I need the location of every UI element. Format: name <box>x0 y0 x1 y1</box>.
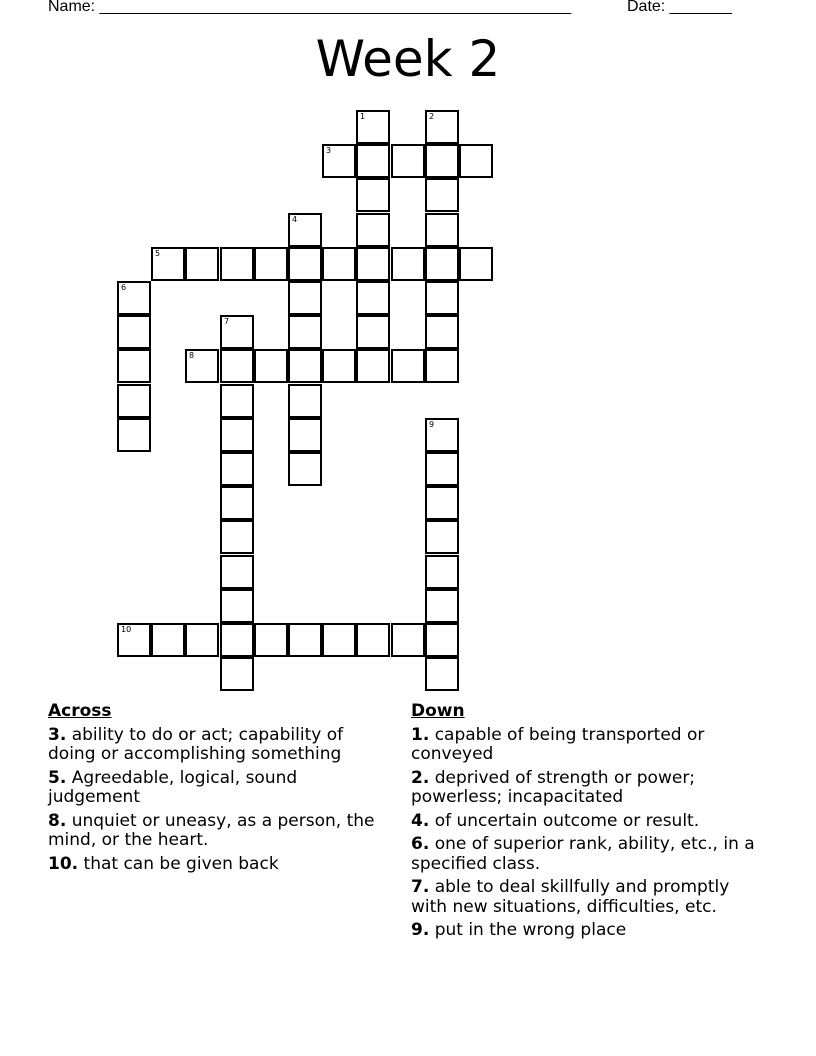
crossword-cell[interactable] <box>356 144 390 178</box>
down-clue <box>411 812 761 832</box>
cell-number: 6 <box>121 283 127 292</box>
clue-text: of uncertain outcome or result. <box>434 810 700 831</box>
clue-text: capable of being transported or conveyed <box>411 724 705 764</box>
crossword-cell[interactable] <box>220 247 254 281</box>
down-clue <box>411 726 761 765</box>
crossword-cell[interactable] <box>425 281 459 315</box>
crossword-cell[interactable] <box>185 247 219 281</box>
crossword-cell[interactable] <box>425 452 459 486</box>
crossword-cell[interactable] <box>254 247 288 281</box>
across-clues <box>48 702 393 878</box>
crossword-cell[interactable] <box>220 486 254 520</box>
crossword-cell[interactable] <box>356 281 390 315</box>
cell-number: 4 <box>292 215 298 224</box>
down-heading: Down <box>411 701 465 721</box>
clue-number: 1. <box>411 724 430 745</box>
crossword-cell[interactable] <box>356 213 390 247</box>
crossword-cell[interactable] <box>254 349 288 383</box>
crossword-cell[interactable] <box>117 623 151 657</box>
crossword-cell[interactable] <box>288 349 322 383</box>
crossword-cell[interactable] <box>425 144 459 178</box>
cell-number: 3 <box>326 146 332 155</box>
crossword-cell[interactable] <box>459 144 493 178</box>
crossword-cell[interactable] <box>391 349 425 383</box>
crossword-cell[interactable] <box>356 623 390 657</box>
crossword-cell[interactable] <box>425 349 459 383</box>
crossword-cell[interactable] <box>425 520 459 554</box>
crossword-cell[interactable] <box>288 418 322 452</box>
crossword-cell[interactable] <box>356 110 390 144</box>
crossword-cell[interactable] <box>288 281 322 315</box>
crossword-cell[interactable] <box>220 315 254 349</box>
crossword-cell[interactable] <box>220 452 254 486</box>
cell-number: 1 <box>360 112 366 121</box>
crossword-cell[interactable] <box>220 657 254 691</box>
crossword-cell[interactable] <box>117 418 151 452</box>
clue-number: 7. <box>411 877 430 897</box>
clue-number: 8. <box>48 810 67 831</box>
crossword-cell[interactable] <box>220 520 254 554</box>
crossword-cell[interactable] <box>459 247 493 281</box>
down-clue <box>411 835 761 874</box>
clue-text: ability to do or act; capability of doing or accomplishing something <box>48 724 344 764</box>
crossword-cell[interactable] <box>322 349 356 383</box>
page-title: Week 2 <box>315 30 501 88</box>
crossword-cell[interactable] <box>117 315 151 349</box>
crossword-cell[interactable] <box>220 418 254 452</box>
date-field[interactable]: Date: _______ <box>627 0 732 15</box>
cell-number: 7 <box>224 317 230 326</box>
crossword-cell[interactable] <box>288 384 322 418</box>
crossword-cell[interactable] <box>220 555 254 589</box>
clue-text: one of superior rank, ability, etc., in a specified class. <box>411 834 755 874</box>
crossword-cell[interactable] <box>391 623 425 657</box>
crossword-cell[interactable] <box>391 144 425 178</box>
crossword-cell[interactable] <box>151 247 185 281</box>
crossword-cell[interactable] <box>425 213 459 247</box>
crossword-cell[interactable] <box>288 452 322 486</box>
clue-text: that can be given back <box>83 853 279 874</box>
crossword-cell[interactable] <box>425 315 459 349</box>
crossword-cell[interactable] <box>356 247 390 281</box>
crossword-cell[interactable] <box>425 657 459 691</box>
down-clues <box>411 702 761 945</box>
crossword-cell[interactable] <box>288 623 322 657</box>
crossword-cell[interactable] <box>117 349 151 383</box>
crossword-cell[interactable] <box>185 349 219 383</box>
crossword-cell[interactable] <box>425 178 459 212</box>
crossword-cell[interactable] <box>356 178 390 212</box>
cell-number: 9 <box>429 420 435 429</box>
crossword-cell[interactable] <box>425 110 459 144</box>
clue-number: 9. <box>411 920 430 940</box>
across-clue <box>48 769 393 808</box>
crossword-cell[interactable] <box>151 623 185 657</box>
clue-text: able to deal skillfully and promptly with new situations, difficulties, etc. <box>411 877 730 917</box>
crossword-cell[interactable] <box>288 315 322 349</box>
clue-text: unquiet or uneasy, as a person, the mind, or the heart. <box>48 810 375 850</box>
crossword-cell[interactable] <box>117 281 151 315</box>
clue-number: 2. <box>411 767 430 788</box>
clue-number: 6. <box>411 834 430 854</box>
crossword-cell[interactable] <box>425 247 459 281</box>
cell-number: 10 <box>121 625 132 634</box>
clue-number: 4. <box>411 810 430 831</box>
clue-text: put in the wrong place <box>434 920 627 940</box>
across-clue <box>48 812 393 851</box>
down-clue <box>411 921 761 941</box>
clue-number: 10. <box>48 853 79 874</box>
name-field[interactable]: Name: _____________________________________________________ <box>48 0 572 15</box>
cell-number: 8 <box>189 351 195 360</box>
crossword-cell[interactable] <box>356 349 390 383</box>
crossword-cell[interactable] <box>117 384 151 418</box>
crossword-cell[interactable] <box>288 247 322 281</box>
down-clue <box>411 878 761 917</box>
clue-number: 5. <box>48 767 67 788</box>
crossword-cell[interactable] <box>425 418 459 452</box>
crossword-cell[interactable] <box>185 623 219 657</box>
crossword-cell[interactable] <box>322 144 356 178</box>
crossword-cell[interactable] <box>322 247 356 281</box>
crossword-cell[interactable] <box>425 555 459 589</box>
crossword-cell[interactable] <box>220 589 254 623</box>
crossword-cell[interactable] <box>220 623 254 657</box>
crossword-cell[interactable] <box>220 349 254 383</box>
cell-number: 2 <box>429 112 435 121</box>
crossword-cell[interactable] <box>288 213 322 247</box>
across-heading: Across <box>48 701 112 721</box>
across-clue <box>48 726 393 765</box>
down-clue <box>411 769 761 808</box>
crossword-cell[interactable] <box>425 589 459 623</box>
clue-text: deprived of strength or power; powerless; incapacitated <box>411 767 696 807</box>
crossword-cell[interactable] <box>391 247 425 281</box>
crossword-cell[interactable] <box>322 623 356 657</box>
clue-number: 3. <box>48 724 67 745</box>
crossword-cell[interactable] <box>220 384 254 418</box>
crossword-cell[interactable] <box>425 486 459 520</box>
cell-number: 5 <box>155 249 161 258</box>
crossword-cell[interactable] <box>356 315 390 349</box>
across-clue <box>48 855 393 875</box>
crossword-cell[interactable] <box>254 623 288 657</box>
clue-text: Agreedable, logical, sound judgement <box>48 767 298 807</box>
crossword-cell[interactable] <box>425 623 459 657</box>
